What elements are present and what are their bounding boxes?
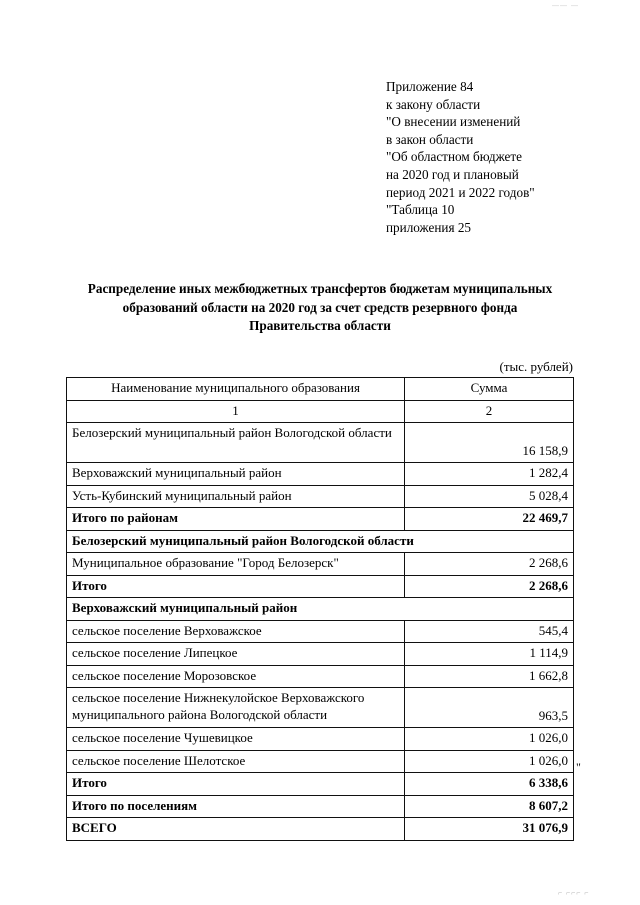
table-row (67, 643, 574, 666)
row-amount-cell: 963,5 (405, 688, 574, 728)
table-row (67, 773, 574, 796)
row-name-cell: Муниципальное образование "Город Белозерск" (67, 553, 405, 576)
distribution-table (66, 377, 574, 841)
row-name-cell: Белозерский муниципальный район Вологодской области (67, 423, 405, 463)
header-line: "О внесении изменений (386, 114, 521, 130)
row-name-cell: Верховажский муниципальный район (67, 463, 405, 486)
page-title: Распределение иных межбюджетных трансфертов бюджетам муниципальных образований области на 2020 год за счет средств резервного фонда Правительства области (87, 281, 553, 333)
header-line: Приложение 84 (386, 79, 474, 94)
row-amount-cell: 1 114,9 (405, 643, 574, 666)
row-amount-cell: 8 607,2 (405, 795, 574, 818)
header-line: "Об областном бюджете (386, 149, 522, 165)
row-name-cell: Усть-Кубинский муниципальный район (67, 485, 405, 508)
table-row (67, 463, 574, 486)
row-name-cell: ВСЕГО (67, 818, 405, 841)
column-header-name: Наименование муниципального образования (67, 378, 405, 401)
row-name-cell: Итого (67, 575, 405, 598)
table-row (67, 485, 574, 508)
row-name-cell: сельское поселение Нижнекулойское Верховажского муниципального района Вологодской области (67, 688, 405, 728)
header-line: "Таблица 10 (386, 202, 455, 218)
row-amount-cell: 6 338,6 (405, 773, 574, 796)
row-amount-cell: 5 028,4 (405, 485, 574, 508)
header-line: в закон области (386, 131, 474, 147)
table-row (67, 750, 574, 773)
row-amount-cell: 16 158,9 (405, 423, 574, 463)
scan-artifact-bottom: ⌐ ⌐⌐⌐ ⌐ (558, 890, 590, 897)
section-header-cell: Верховажский муниципальный район (67, 598, 574, 621)
row-amount-cell: 1 026,0 (405, 728, 574, 751)
section-header-cell: Белозерский муниципальный район Вологодской области (67, 530, 574, 553)
row-name-cell: сельское поселение Чушевицкое (67, 728, 405, 751)
header-line: к закону области (386, 96, 481, 112)
document-header-block (386, 78, 616, 236)
header-line: на 2020 год и плановый (386, 166, 519, 182)
column-number-1: 1 (67, 400, 405, 423)
row-name-cell: сельское поселение Липецкое (67, 643, 405, 666)
row-name-cell: сельское поселение Шелотское (67, 750, 405, 773)
row-amount-cell: 1 282,4 (405, 463, 574, 486)
table-body (67, 378, 574, 841)
table-row (67, 728, 574, 751)
row-amount-cell: 22 469,7 (405, 508, 574, 531)
table-row (67, 508, 574, 531)
table-row (67, 575, 574, 598)
table-row (67, 423, 574, 463)
row-amount-cell: 31 076,9 (405, 818, 574, 841)
column-number-row (67, 400, 574, 423)
distribution-table-wrapper (66, 377, 573, 841)
row-amount-cell: 2 268,6 (405, 575, 574, 598)
table-row (67, 795, 574, 818)
table-row (67, 553, 574, 576)
table-row (67, 530, 574, 553)
row-amount-cell: 1 026,0 (405, 750, 574, 773)
row-amount-cell: 2 268,6 (405, 553, 574, 576)
header-line: приложения 25 (386, 219, 472, 235)
units-note: (тыс. рублей) (499, 359, 573, 374)
scan-artifact-top: ⸏⸏ ⸏ (552, 0, 579, 7)
header-line: период 2021 и 2022 годов" (386, 184, 535, 200)
column-number-2: 2 (405, 400, 574, 423)
row-name-cell: Итого (67, 773, 405, 796)
table-header-row (67, 378, 574, 401)
table-row (67, 688, 574, 728)
row-amount-cell: 545,4 (405, 620, 574, 643)
row-name-cell: Итого по районам (67, 508, 405, 531)
table-row (67, 620, 574, 643)
table-row (67, 818, 574, 841)
row-amount-cell: 1 662,8 (405, 665, 574, 688)
column-header-amount: Сумма (405, 378, 574, 401)
row-name-cell: сельское поселение Верховажское (67, 620, 405, 643)
table-row (67, 665, 574, 688)
row-name-cell: Итого по поселениям (67, 795, 405, 818)
trailing-quote: " (576, 760, 581, 774)
table-row (67, 598, 574, 621)
row-name-cell: сельское поселение Морозовское (67, 665, 405, 688)
